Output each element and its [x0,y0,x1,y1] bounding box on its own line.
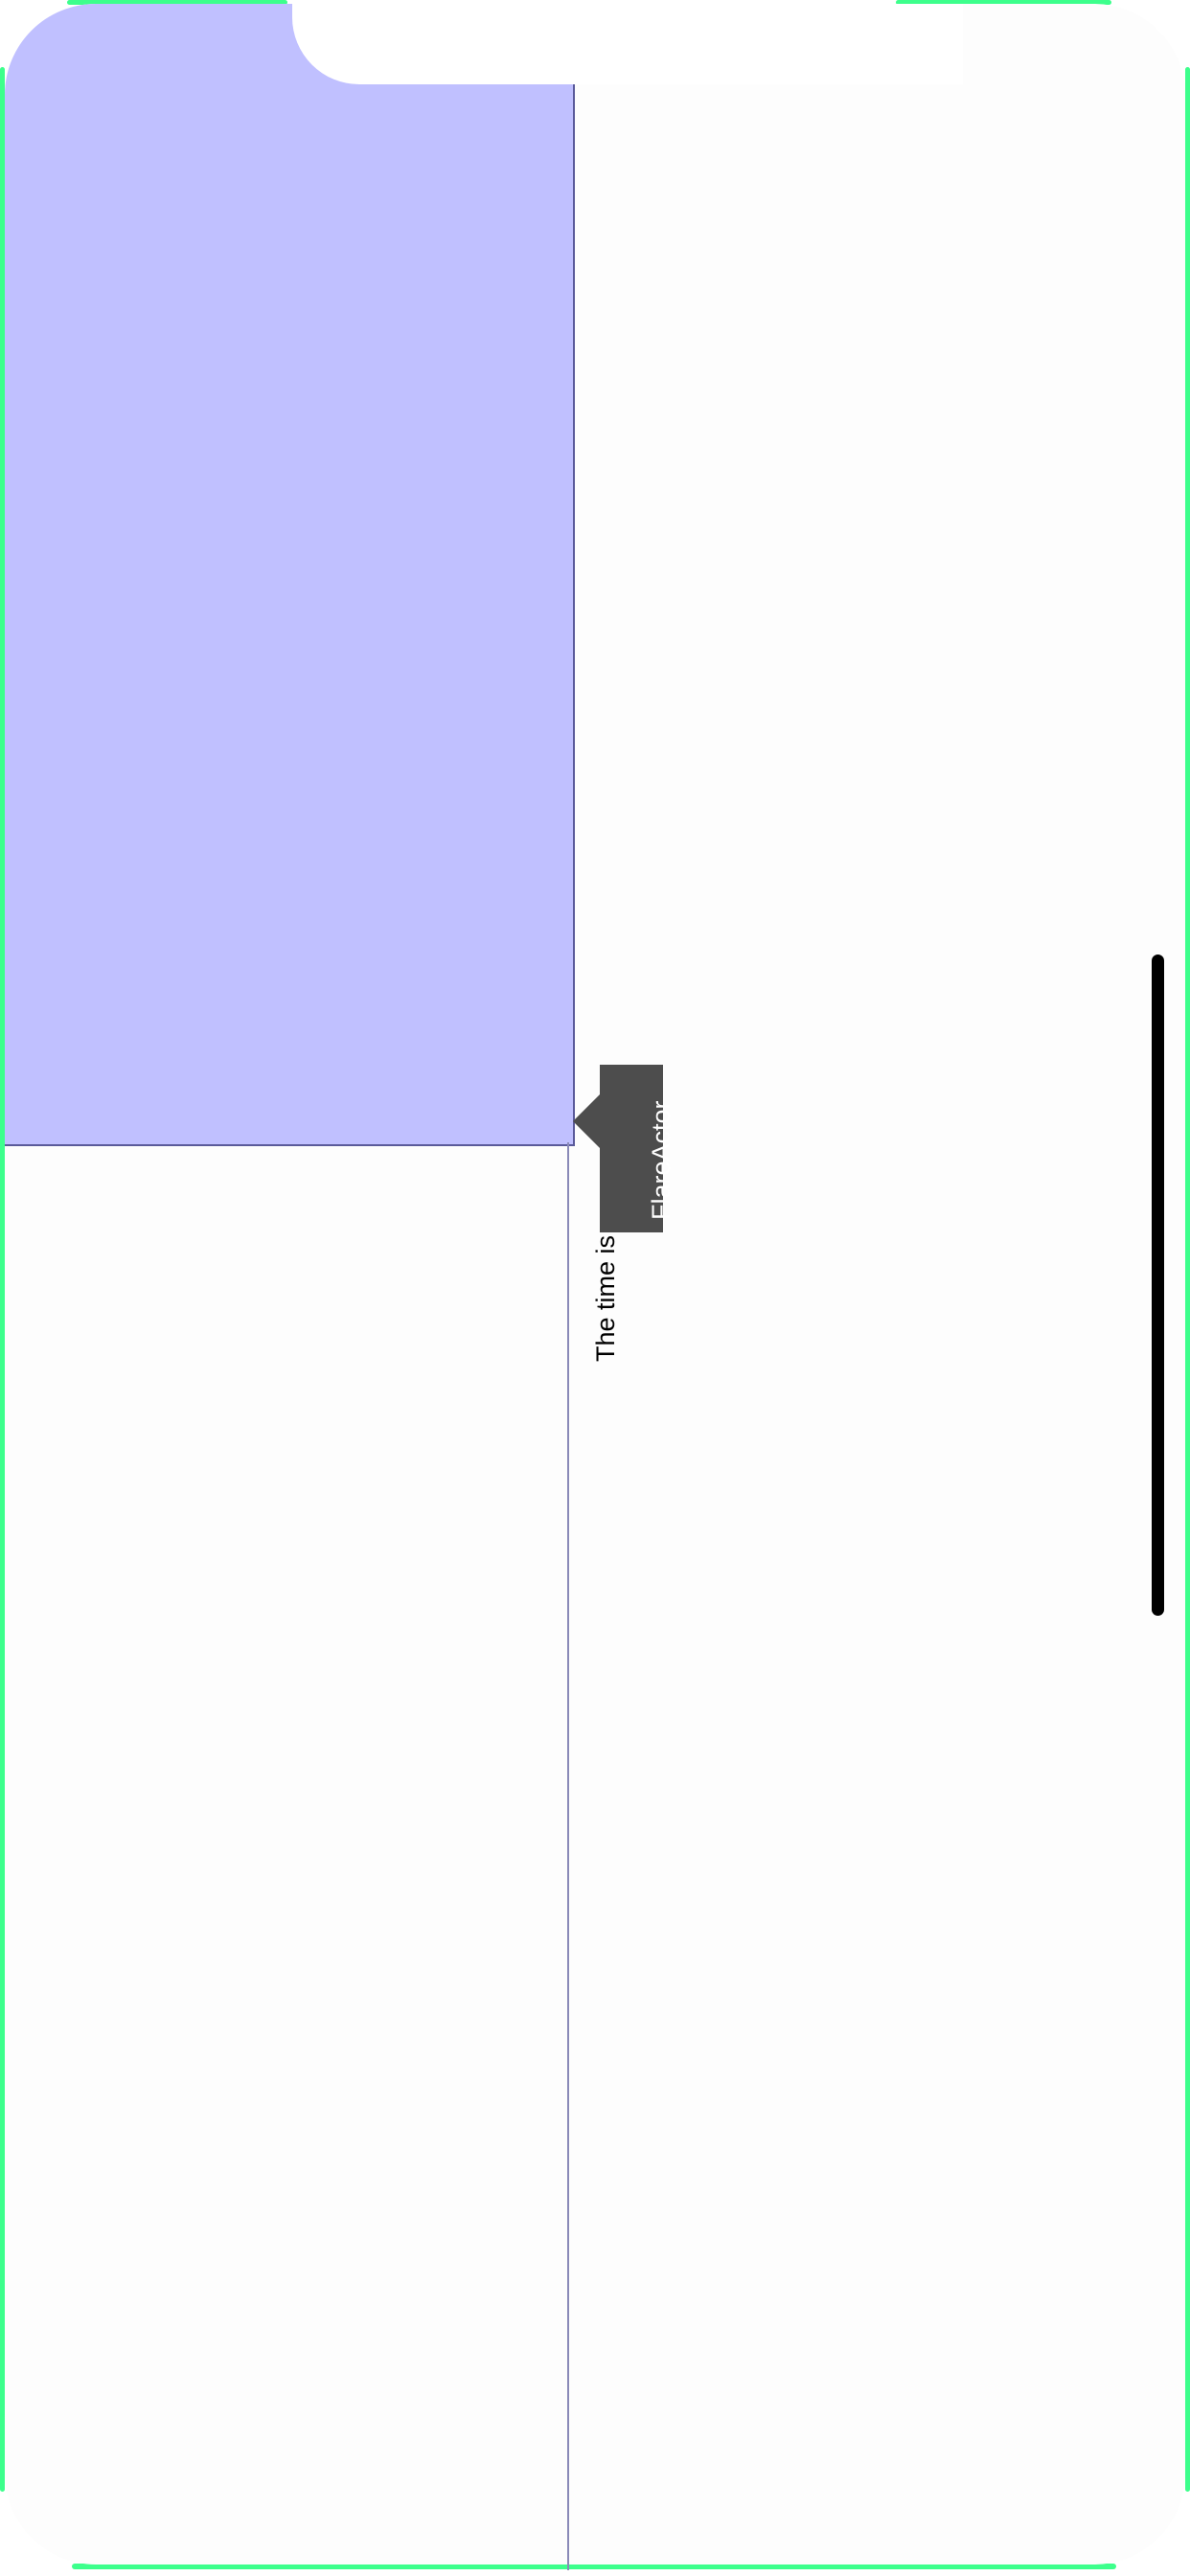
device-outline-right [1185,67,1190,2492]
tooltip-arrow-icon [573,1094,600,1148]
widget-boundary-line [567,1142,569,2570]
time-label: The time is [591,1234,620,1362]
tooltip-label: FlareActor [647,1100,675,1220]
device-notch [292,4,963,84]
scrollbar-thumb[interactable] [1152,954,1164,1616]
selected-widget-highlight[interactable] [5,4,575,1146]
